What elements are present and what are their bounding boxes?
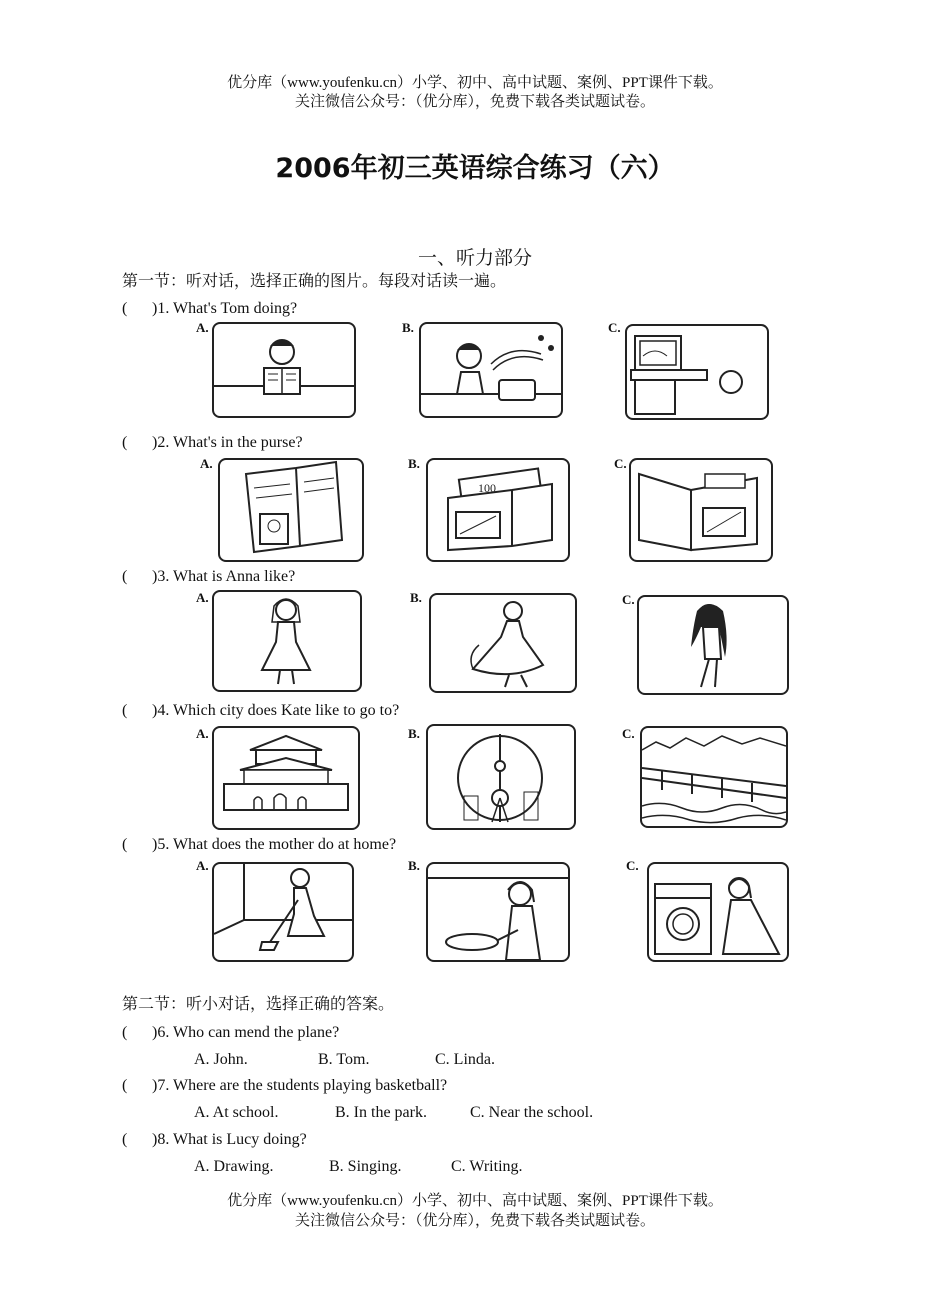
option-label: B.	[408, 726, 420, 741]
girl-dress-illustration	[214, 592, 360, 690]
answer-blank[interactable]: (	[122, 702, 128, 719]
question-text: )2. What's in the purse?	[152, 434, 303, 451]
picture-purse-ticket[interactable]	[629, 458, 773, 562]
option-label: B.	[408, 456, 420, 471]
mother-washing-illustration	[649, 864, 787, 960]
question-2	[122, 433, 303, 453]
purse-money-illustration	[428, 460, 568, 560]
option-b[interactable]: B. Tom.	[318, 1051, 370, 1068]
picture-girl-dress[interactable]	[212, 590, 362, 692]
option-a[interactable]: A. At school.	[194, 1104, 279, 1121]
option-label: C.	[614, 456, 627, 471]
part2-instruction: 第二节：听小对话，选择正确的答案。	[122, 996, 395, 1013]
answer-blank[interactable]: (	[122, 300, 128, 317]
girl-dancing-illustration	[431, 595, 575, 691]
option-label: B.	[408, 858, 420, 873]
question-text: )1. What's Tom doing?	[152, 300, 298, 317]
option-b[interactable]: B. Singing.	[329, 1158, 402, 1175]
question-text: )7. Where are the students playing basketball?	[152, 1077, 448, 1094]
option-label: C.	[622, 592, 635, 607]
part1-instruction: 第一节：听对话，选择正确的图片。每段对话读一遍。	[122, 273, 507, 290]
picture-mother-sweeping[interactable]	[212, 862, 354, 962]
option-c[interactable]: C. Writing.	[451, 1158, 523, 1175]
question-3	[122, 567, 295, 587]
option-label: C.	[626, 858, 639, 873]
boy-tv-illustration	[627, 326, 767, 418]
purse-ticket-illustration	[631, 460, 771, 560]
mother-cooking-illustration	[428, 864, 568, 960]
bridge-illustration	[642, 728, 786, 826]
footer-line-1: 优分库（www.youfenku.cn）小学、初中、高中试题、案例、PPT课件下载。	[227, 1193, 723, 1209]
picture-mother-cooking[interactable]	[426, 862, 570, 962]
picture-purse-photo[interactable]	[218, 458, 364, 562]
option-c[interactable]: C. Near the school.	[470, 1104, 594, 1121]
picture-purse-money[interactable]	[426, 458, 570, 562]
question-7	[122, 1076, 447, 1096]
answer-blank[interactable]: (	[122, 1077, 128, 1094]
picture-mother-washing[interactable]	[647, 862, 789, 962]
picture-bridge[interactable]	[640, 726, 788, 828]
picture-boy-music[interactable]	[419, 322, 563, 418]
answer-blank[interactable]: (	[122, 434, 128, 451]
option-b[interactable]: B. In the park.	[335, 1104, 427, 1121]
option-label: A.	[196, 726, 209, 741]
option-a[interactable]: A. Drawing.	[194, 1158, 274, 1175]
mother-sweeping-illustration	[214, 864, 352, 960]
answer-blank[interactable]: (	[122, 1131, 128, 1148]
picture-girl-dancing[interactable]	[429, 593, 577, 693]
picture-pearl-tower[interactable]	[426, 724, 576, 830]
question-8	[122, 1130, 307, 1150]
question-text: )6. Who can mend the plane?	[152, 1024, 340, 1041]
header-line-1: 优分库（www.youfenku.cn）小学、初中、高中试题、案例、PPT课件下载。	[227, 75, 723, 91]
section-heading: 一、听力部分	[417, 248, 532, 269]
answer-blank[interactable]: (	[122, 1024, 128, 1041]
svg-text:100: 100	[478, 481, 496, 495]
picture-girl-long-hair[interactable]	[637, 595, 789, 695]
pearl-tower-illustration	[428, 726, 574, 828]
answer-blank[interactable]: (	[122, 836, 128, 853]
option-a[interactable]: A. John.	[194, 1051, 248, 1068]
picture-boy-tv[interactable]	[625, 324, 769, 420]
option-label: A.	[196, 858, 209, 873]
footer-line-2: 关注微信公众号：（优分库），免费下载各类试题试卷。	[294, 1213, 655, 1229]
header-line-2: 关注微信公众号：（优分库），免费下载各类试题试卷。	[294, 94, 655, 110]
question-1	[122, 299, 297, 319]
page-title: 2006年初三英语综合练习（六）	[275, 153, 675, 184]
option-label: B.	[410, 590, 422, 605]
option-c[interactable]: C. Linda.	[435, 1051, 495, 1068]
question-4	[122, 701, 399, 721]
question-5	[122, 835, 396, 855]
girl-long-hair-illustration	[639, 597, 787, 693]
option-label: A.	[200, 456, 213, 471]
boy-music-illustration	[421, 324, 561, 416]
question-text: )5. What does the mother do at home?	[152, 836, 397, 853]
tiananmen-illustration	[214, 728, 358, 828]
purse-photo-illustration	[220, 460, 362, 560]
question-text: )4. Which city does Kate like to go to?	[152, 702, 400, 719]
option-label: A.	[196, 320, 209, 335]
option-label: C.	[622, 726, 635, 741]
option-label: A.	[196, 590, 209, 605]
question-text: )3. What is Anna like?	[152, 568, 296, 585]
option-label: B.	[402, 320, 414, 335]
option-label: C.	[608, 320, 621, 335]
answer-blank[interactable]: (	[122, 568, 128, 585]
question-6	[122, 1023, 339, 1043]
picture-tiananmen[interactable]	[212, 726, 360, 830]
boy-reading-illustration	[214, 324, 354, 416]
question-text: )8. What is Lucy doing?	[152, 1131, 307, 1148]
picture-boy-reading[interactable]	[212, 322, 356, 418]
